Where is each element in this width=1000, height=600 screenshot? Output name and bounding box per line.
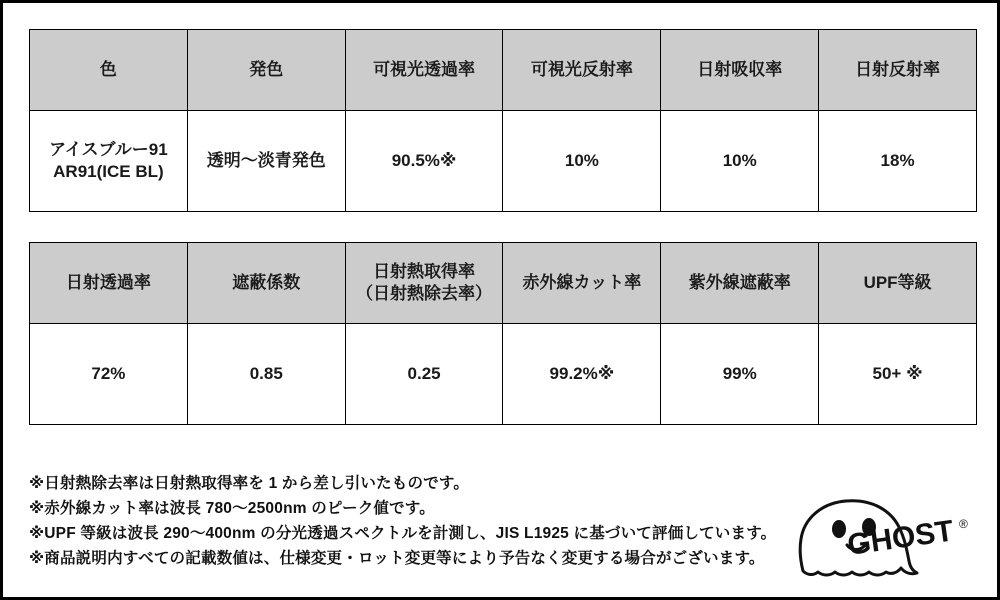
cell-shading-coefficient: 0.85 [187, 324, 345, 425]
footnote-4: ※商品説明内すべての記載数値は、仕様変更・ロット変更等により予告なく変更する場合がございます。 [29, 550, 765, 568]
header-solar-transmittance-label: 日射透過率 [65, 272, 151, 292]
ghost-brand-logo [791, 493, 981, 583]
header-solar-heat-gain-label: 日射熱取得率 [373, 261, 476, 281]
optical-properties-table-2 [29, 242, 977, 425]
cell-ir-cut: 99.2%※ [503, 324, 661, 425]
header-uv-shield-label: 紫外線遮蔽率 [688, 272, 791, 292]
cell-upf: 50+ ※ [819, 324, 977, 425]
header-upf [819, 243, 977, 324]
cell-visible-transmittance: 90.5%※ [345, 111, 503, 212]
product-name-line-2: AR91(ICE BL) [53, 162, 164, 181]
table-1-header-row [30, 30, 977, 111]
optical-properties-table-1 [29, 29, 977, 212]
cell-solar-absorptance: 10% [661, 111, 819, 212]
header-upf-label: UPF等級 [863, 272, 932, 292]
cell-product-name [30, 111, 188, 212]
header-visible-reflectance: 可視光反射率 [503, 30, 661, 111]
table-gap [29, 212, 977, 242]
header-solar-reflectance: 日射反射率 [819, 30, 977, 111]
header-color: 色 [30, 30, 188, 111]
table-1-body [30, 111, 977, 212]
header-ir-cut-label: 赤外線カット率 [522, 272, 642, 292]
product-name-line-1: アイスブルー91 [49, 139, 168, 159]
cell-solar-heat-gain: 0.25 [345, 324, 503, 425]
registered-mark: ® [959, 517, 968, 531]
header-visible-transmittance: 可視光透過率 [345, 30, 503, 111]
footnote-1: ※日射熱除去率は日射熱取得率を 1 から差し引いたものです。 [29, 475, 470, 492]
table-row [30, 111, 977, 212]
header-solar-transmittance [30, 243, 188, 324]
cell-solar-transmittance: 72% [30, 324, 188, 425]
header-ir-cut [503, 243, 661, 324]
header-solar-heat-removal-label: （日射熱除去率） [356, 284, 493, 303]
header-shading-coefficient-label: 遮蔽係数 [232, 272, 301, 292]
tables-container [29, 29, 977, 425]
brand-wordmark: GHOST [845, 514, 956, 562]
footnote-2: ※赤外線カット率は波長 780〜2500nm のピーク値です。 [29, 500, 435, 518]
header-solar-absorptance: 日射吸収率 [661, 30, 819, 111]
cell-color-development: 透明〜淡青発色 [187, 111, 345, 212]
table-2-body [30, 324, 977, 425]
cell-solar-reflectance: 18% [819, 111, 977, 212]
header-solar-heat-gain [345, 243, 503, 324]
header-color-development: 発色 [187, 30, 345, 111]
cell-uv-shield: 99% [661, 324, 819, 425]
header-shading-coefficient [187, 243, 345, 324]
footnote-3: ※UPF 等級は波長 290〜400nm の分光透過スペクトルを計測し、JIS L1925 に基づいて評価しています。 [29, 525, 777, 543]
table-2-header-row [30, 243, 977, 324]
header-uv-shield [661, 243, 819, 324]
cell-visible-reflectance: 10% [503, 111, 661, 212]
table-row [30, 324, 977, 425]
